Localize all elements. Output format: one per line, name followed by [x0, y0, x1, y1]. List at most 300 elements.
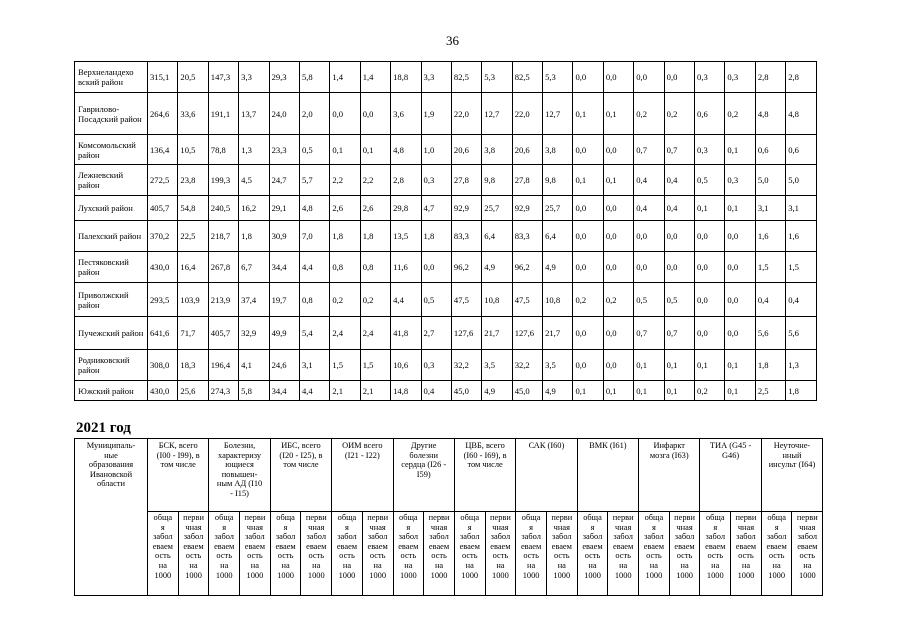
- subheader-text: обща я забол еваем ость на 1000: [705, 513, 726, 580]
- value-cell: 0,4: [664, 165, 694, 196]
- value-cell: 47,5: [512, 283, 542, 317]
- value-cell: 0,0: [573, 62, 603, 93]
- group-header-cell: [639, 439, 700, 512]
- value-cell: 0,1: [664, 350, 694, 381]
- value-cell: 24,6: [269, 350, 299, 381]
- value-cell: 0,0: [603, 252, 633, 283]
- value-cell: 1,5: [786, 252, 816, 283]
- group-header-text: ОИМ всего (I21 - I22): [342, 441, 383, 460]
- group-header-cell: [761, 439, 822, 512]
- subheader-text: перви чная забол еваем ость на 1000: [367, 513, 389, 580]
- general-morbidity-header: [454, 512, 485, 596]
- value-cell: 0,3: [421, 350, 451, 381]
- value-cell: 430,0: [148, 381, 178, 401]
- municipality-name-cell: Родниковский район: [75, 350, 148, 381]
- municipality-name-cell: Лежневский район: [75, 165, 148, 196]
- general-morbidity-header: [700, 512, 731, 596]
- group-header-text: ИБС, всего (I20 - I25), в том числе: [279, 441, 323, 470]
- value-cell: 0,2: [695, 381, 725, 401]
- value-cell: 3,8: [482, 135, 512, 165]
- value-cell: 29,1: [269, 196, 299, 221]
- value-cell: 0,0: [573, 196, 603, 221]
- group-header-cell: [148, 439, 209, 512]
- value-cell: 37,4: [239, 283, 269, 317]
- group-header-cell: [700, 439, 761, 512]
- value-cell: 0,1: [725, 135, 755, 165]
- value-cell: 32,2: [451, 350, 481, 381]
- morbidity-table-2020: [74, 61, 817, 401]
- value-cell: 3,1: [755, 196, 785, 221]
- value-cell: 267,8: [208, 252, 238, 283]
- group-header-text: САК (I60): [528, 441, 565, 450]
- value-cell: 13,7: [239, 93, 269, 135]
- value-cell: 71,7: [178, 317, 208, 350]
- value-cell: 5,0: [755, 165, 785, 196]
- value-cell: 0,2: [664, 93, 694, 135]
- value-cell: 1,6: [786, 221, 816, 252]
- subheader-text: обща я забол еваем ость на 1000: [643, 513, 665, 580]
- group-header-cell: [577, 439, 638, 512]
- municipality-name-cell: Палехский район: [75, 221, 148, 252]
- value-cell: 0,1: [725, 350, 755, 381]
- value-cell: 0,1: [573, 93, 603, 135]
- value-cell: 34,4: [269, 252, 299, 283]
- value-cell: 0,8: [330, 252, 360, 283]
- group-header-text: Другие болезни сердца (I26 - I59): [401, 441, 447, 479]
- primary-morbidity-header: [669, 512, 700, 596]
- table-row: [75, 62, 817, 93]
- group-header-cell: [332, 439, 393, 512]
- general-morbidity-header: [639, 512, 670, 596]
- group-header-text: ТИА (G45 - G46): [709, 441, 752, 460]
- value-cell: 370,2: [148, 221, 178, 252]
- value-cell: 2,7: [421, 317, 451, 350]
- value-cell: 405,7: [208, 317, 238, 350]
- value-cell: 0,4: [786, 283, 816, 317]
- subheader-text: перви чная забол еваем ость на 1000: [735, 513, 757, 580]
- group-header-cell: [270, 439, 331, 512]
- value-cell: 3,1: [299, 350, 329, 381]
- value-cell: 0,0: [664, 252, 694, 283]
- value-cell: 20,5: [178, 62, 208, 93]
- value-cell: 22,5: [178, 221, 208, 252]
- value-cell: 32,2: [512, 350, 542, 381]
- value-cell: 2,0: [299, 93, 329, 135]
- value-cell: 0,1: [573, 165, 603, 196]
- value-cell: 0,3: [695, 135, 725, 165]
- subheader-text: обща я забол еваем ость на 1000: [520, 513, 542, 580]
- value-cell: 0,0: [603, 350, 633, 381]
- primary-morbidity-header: [731, 512, 762, 596]
- value-cell: 27,8: [451, 165, 481, 196]
- value-cell: 0,1: [664, 381, 694, 401]
- municipality-name-cell: Пучежский район: [75, 317, 148, 350]
- value-cell: 1,4: [330, 62, 360, 93]
- subheader-text: обща я забол еваем ость на 1000: [459, 513, 480, 580]
- value-cell: 0,1: [634, 350, 664, 381]
- value-cell: 16,2: [239, 196, 269, 221]
- value-cell: 0,0: [695, 221, 725, 252]
- value-cell: 18,8: [391, 62, 421, 93]
- value-cell: 10,8: [543, 283, 573, 317]
- value-cell: 136,4: [148, 135, 178, 165]
- value-cell: 0,7: [634, 317, 664, 350]
- page-number: 36: [446, 33, 459, 48]
- value-cell: 4,8: [786, 93, 816, 135]
- value-cell: 4,1: [239, 350, 269, 381]
- value-cell: 41,8: [391, 317, 421, 350]
- value-cell: 23,8: [178, 165, 208, 196]
- value-cell: 2,2: [360, 165, 390, 196]
- primary-morbidity-header: [424, 512, 455, 596]
- value-cell: 9,8: [543, 165, 573, 196]
- value-cell: 25,7: [543, 196, 573, 221]
- value-cell: 0,0: [695, 283, 725, 317]
- value-cell: 0,0: [603, 62, 633, 93]
- value-cell: 0,3: [695, 62, 725, 93]
- value-cell: 12,7: [543, 93, 573, 135]
- group-header-cell: [454, 439, 515, 512]
- value-cell: 1,5: [755, 252, 785, 283]
- value-cell: 4,8: [755, 93, 785, 135]
- group-header-text: БСК, всего (I00 - I99), в том числе: [156, 441, 200, 470]
- value-cell: 2,2: [330, 165, 360, 196]
- value-cell: 54,8: [178, 196, 208, 221]
- value-cell: 0,0: [695, 252, 725, 283]
- value-cell: 49,9: [269, 317, 299, 350]
- value-cell: 4,4: [299, 381, 329, 401]
- value-cell: 0,0: [603, 196, 633, 221]
- value-cell: 0,4: [421, 381, 451, 401]
- value-cell: 405,7: [148, 196, 178, 221]
- value-cell: 1,8: [330, 221, 360, 252]
- value-cell: 3,6: [391, 93, 421, 135]
- value-cell: 0,5: [634, 283, 664, 317]
- value-cell: 1,3: [786, 350, 816, 381]
- subheader-text: обща я забол еваем ость на 1000: [336, 513, 358, 580]
- value-cell: 18,3: [178, 350, 208, 381]
- value-cell: 0,1: [603, 381, 633, 401]
- value-cell: 1,8: [239, 221, 269, 252]
- value-cell: 4,7: [421, 196, 451, 221]
- subheader-text: перви чная забол еваем ость на 1000: [183, 513, 204, 580]
- value-cell: 272,5: [148, 165, 178, 196]
- value-cell: 12,7: [482, 93, 512, 135]
- subheader-text: обща я забол еваем ость на 1000: [766, 513, 787, 580]
- value-cell: 9,8: [482, 165, 512, 196]
- value-cell: 1,3: [239, 135, 269, 165]
- municipality-name-cell: Верхнеландехо вский район: [75, 62, 148, 93]
- value-cell: 10,6: [391, 350, 421, 381]
- group-header-cell: [209, 439, 270, 512]
- value-cell: 21,7: [543, 317, 573, 350]
- table-row: [75, 93, 817, 135]
- value-cell: 2,1: [330, 381, 360, 401]
- value-cell: 0,0: [725, 283, 755, 317]
- value-cell: 21,7: [482, 317, 512, 350]
- value-cell: 196,4: [208, 350, 238, 381]
- value-cell: 0,3: [725, 62, 755, 93]
- value-cell: 0,3: [421, 165, 451, 196]
- subheader-row: [75, 512, 823, 596]
- value-cell: 4,4: [299, 252, 329, 283]
- value-cell: 4,8: [299, 196, 329, 221]
- value-cell: 3,5: [482, 350, 512, 381]
- general-morbidity-header: [209, 512, 240, 596]
- value-cell: 0,8: [299, 283, 329, 317]
- value-cell: 0,2: [330, 283, 360, 317]
- value-cell: 5,8: [239, 381, 269, 401]
- value-cell: 0,0: [634, 62, 664, 93]
- value-cell: 0,0: [603, 135, 633, 165]
- value-cell: 5,7: [299, 165, 329, 196]
- value-cell: 0,1: [634, 381, 664, 401]
- morbidity-table-2021-header: [74, 438, 823, 596]
- value-cell: 83,3: [512, 221, 542, 252]
- value-cell: 0,3: [725, 165, 755, 196]
- primary-morbidity-header: [301, 512, 332, 596]
- value-cell: 0,0: [695, 317, 725, 350]
- value-cell: 0,2: [573, 283, 603, 317]
- value-cell: 218,7: [208, 221, 238, 252]
- value-cell: 0,0: [573, 252, 603, 283]
- value-cell: 0,0: [421, 252, 451, 283]
- municipality-name-cell: Южский район: [75, 381, 148, 401]
- value-cell: 0,0: [573, 350, 603, 381]
- primary-morbidity-header: [485, 512, 516, 596]
- value-cell: 240,5: [208, 196, 238, 221]
- value-cell: 0,1: [360, 135, 390, 165]
- value-cell: 1,9: [421, 93, 451, 135]
- subheader-text: перви чная забол еваем ость на 1000: [490, 513, 511, 580]
- value-cell: 2,6: [360, 196, 390, 221]
- primary-morbidity-header: [362, 512, 393, 596]
- value-cell: 127,6: [512, 317, 542, 350]
- general-morbidity-header: [516, 512, 547, 596]
- value-cell: 0,0: [725, 221, 755, 252]
- value-cell: 264,6: [148, 93, 178, 135]
- value-cell: 0,1: [330, 135, 360, 165]
- value-cell: 2,5: [755, 381, 785, 401]
- value-cell: 0,6: [755, 135, 785, 165]
- value-cell: 5,0: [786, 165, 816, 196]
- value-cell: 0,1: [695, 350, 725, 381]
- value-cell: 308,0: [148, 350, 178, 381]
- value-cell: 0,0: [634, 252, 664, 283]
- value-cell: 5,6: [786, 317, 816, 350]
- group-header-text: Болезни, характеризу ющиеся повышен- ным АД (I10 - I15): [216, 441, 263, 498]
- subheader-text: обща я забол еваем ость на 1000: [152, 513, 173, 580]
- value-cell: 27,8: [512, 165, 542, 196]
- value-cell: 0,5: [421, 283, 451, 317]
- value-cell: 4,9: [543, 252, 573, 283]
- value-cell: 0,7: [634, 135, 664, 165]
- value-cell: 191,1: [208, 93, 238, 135]
- value-cell: 13,5: [391, 221, 421, 252]
- value-cell: 0,0: [573, 221, 603, 252]
- value-cell: 0,4: [634, 165, 664, 196]
- municipality-header-text: Муниципаль- ные образования Ивановской области: [86, 441, 136, 489]
- group-header-cell: [393, 439, 454, 512]
- value-cell: 2,4: [330, 317, 360, 350]
- value-cell: 0,0: [664, 221, 694, 252]
- value-cell: 6,4: [482, 221, 512, 252]
- subheader-text: перви чная забол еваем ость на 1000: [674, 513, 695, 580]
- subheader-text: обща я забол еваем ость на 1000: [398, 513, 419, 580]
- value-cell: 22,0: [451, 93, 481, 135]
- primary-morbidity-header: [608, 512, 639, 596]
- table-row: [75, 283, 817, 317]
- value-cell: 0,0: [573, 317, 603, 350]
- municipality-name-cell: Гаврилово-Посадский район: [75, 93, 148, 135]
- value-cell: 1,8: [786, 381, 816, 401]
- value-cell: 0,1: [725, 381, 755, 401]
- value-cell: 10,5: [178, 135, 208, 165]
- value-cell: 24,0: [269, 93, 299, 135]
- value-cell: 2,8: [786, 62, 816, 93]
- value-cell: 0,6: [695, 93, 725, 135]
- value-cell: 5,4: [299, 317, 329, 350]
- value-cell: 293,5: [148, 283, 178, 317]
- table-row: [75, 135, 817, 165]
- value-cell: 1,5: [330, 350, 360, 381]
- subheader-text: перви чная забол еваем ость на 1000: [796, 513, 818, 580]
- value-cell: 0,2: [360, 283, 390, 317]
- group-header-text: ВМК (I61): [589, 441, 627, 450]
- value-cell: 4,9: [482, 252, 512, 283]
- group-header-cell: [516, 439, 577, 512]
- municipality-header-cell: [75, 439, 148, 596]
- value-cell: 0,0: [725, 252, 755, 283]
- value-cell: 0,4: [634, 196, 664, 221]
- subheader-text: перви чная забол еваем ость на 1000: [551, 513, 573, 580]
- value-cell: 315,1: [148, 62, 178, 93]
- primary-morbidity-header: [178, 512, 209, 596]
- year-heading: 2021 год: [76, 420, 131, 436]
- value-cell: 3,3: [239, 62, 269, 93]
- value-cell: 5,3: [482, 62, 512, 93]
- header-row: [75, 439, 823, 512]
- value-cell: 0,8: [360, 252, 390, 283]
- value-cell: 5,8: [299, 62, 329, 93]
- value-cell: 33,6: [178, 93, 208, 135]
- value-cell: 5,6: [755, 317, 785, 350]
- value-cell: 22,0: [512, 93, 542, 135]
- table-row: [75, 317, 817, 350]
- value-cell: 1,8: [360, 221, 390, 252]
- table-row: [75, 165, 817, 196]
- value-cell: 30,9: [269, 221, 299, 252]
- value-cell: 0,7: [664, 317, 694, 350]
- value-cell: 0,0: [664, 62, 694, 93]
- value-cell: 24,7: [269, 165, 299, 196]
- value-cell: 25,7: [482, 196, 512, 221]
- value-cell: 641,6: [148, 317, 178, 350]
- table-row: [75, 381, 817, 401]
- value-cell: 103,9: [178, 283, 208, 317]
- value-cell: 29,8: [391, 196, 421, 221]
- value-cell: 430,0: [148, 252, 178, 283]
- value-cell: 0,6: [786, 135, 816, 165]
- value-cell: 10,8: [482, 283, 512, 317]
- value-cell: 82,5: [512, 62, 542, 93]
- primary-morbidity-header: [546, 512, 577, 596]
- value-cell: 0,0: [360, 93, 390, 135]
- value-cell: 11,6: [391, 252, 421, 283]
- general-morbidity-header: [393, 512, 424, 596]
- table-row: [75, 252, 817, 283]
- value-cell: 0,0: [573, 135, 603, 165]
- value-cell: 3,8: [543, 135, 573, 165]
- value-cell: 0,5: [299, 135, 329, 165]
- value-cell: 0,5: [695, 165, 725, 196]
- value-cell: 147,3: [208, 62, 238, 93]
- group-header-text: Неуточне- нный инсульт (I64): [768, 441, 816, 470]
- value-cell: 92,9: [451, 196, 481, 221]
- value-cell: 213,9: [208, 283, 238, 317]
- subheader-text: обща я забол еваем ость на 1000: [214, 513, 235, 580]
- subheader-text: перви чная забол еваем ость на 1000: [428, 513, 450, 580]
- value-cell: 0,2: [634, 93, 664, 135]
- value-cell: 0,1: [695, 196, 725, 221]
- group-header-text: ЦВБ, всего (I60 - I69), в том числе: [463, 441, 507, 470]
- value-cell: 29,3: [269, 62, 299, 93]
- value-cell: 82,5: [451, 62, 481, 93]
- value-cell: 2,8: [755, 62, 785, 93]
- subheader-text: перви чная забол еваем ость на 1000: [612, 513, 634, 580]
- value-cell: 19,7: [269, 283, 299, 317]
- municipality-name-cell: Приволжский район: [75, 283, 148, 317]
- value-cell: 3,3: [421, 62, 451, 93]
- table-row: [75, 196, 817, 221]
- value-cell: 5,3: [543, 62, 573, 93]
- value-cell: 7,0: [299, 221, 329, 252]
- value-cell: 1,0: [421, 135, 451, 165]
- value-cell: 96,2: [512, 252, 542, 283]
- value-cell: 2,4: [360, 317, 390, 350]
- value-cell: 96,2: [451, 252, 481, 283]
- subheader-text: перви чная забол еваем ость на 1000: [244, 513, 266, 580]
- value-cell: 0,1: [725, 196, 755, 221]
- value-cell: 0,2: [725, 93, 755, 135]
- subheader-text: обща я забол еваем ость на 1000: [275, 513, 296, 580]
- table-row: [75, 350, 817, 381]
- value-cell: 16,4: [178, 252, 208, 283]
- subheader-text: обща я забол еваем ость на 1000: [582, 513, 603, 580]
- value-cell: 78,8: [208, 135, 238, 165]
- value-cell: 1,8: [421, 221, 451, 252]
- general-morbidity-header: [332, 512, 363, 596]
- value-cell: 20,6: [512, 135, 542, 165]
- value-cell: 0,0: [603, 221, 633, 252]
- primary-morbidity-header: [792, 512, 823, 596]
- value-cell: 274,3: [208, 381, 238, 401]
- value-cell: 4,4: [391, 283, 421, 317]
- value-cell: 127,6: [451, 317, 481, 350]
- general-morbidity-header: [270, 512, 301, 596]
- value-cell: 1,5: [360, 350, 390, 381]
- value-cell: 0,0: [634, 221, 664, 252]
- value-cell: 47,5: [451, 283, 481, 317]
- value-cell: 2,8: [391, 165, 421, 196]
- value-cell: 45,0: [451, 381, 481, 401]
- value-cell: 0,1: [573, 381, 603, 401]
- value-cell: 0,2: [603, 283, 633, 317]
- value-cell: 1,6: [755, 221, 785, 252]
- general-morbidity-header: [577, 512, 608, 596]
- value-cell: 0,7: [664, 135, 694, 165]
- municipality-name-cell: Пестяковский район: [75, 252, 148, 283]
